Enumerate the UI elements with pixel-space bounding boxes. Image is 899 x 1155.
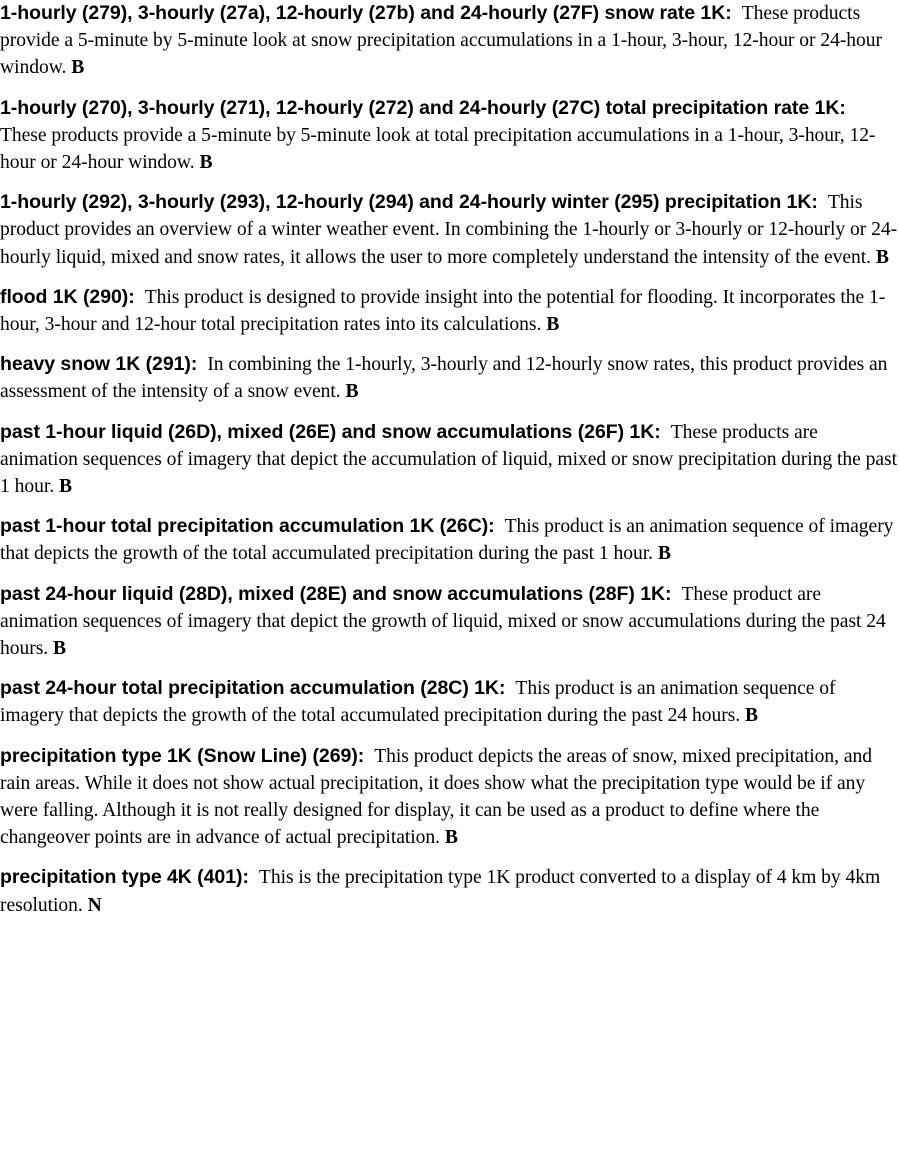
entry-description: This product depicts the areas of snow, mixed precipitation, and rain areas. While it does not show actual precipitation, it does show what the precipitation type would be if any were falling. Although it is not really designed for display, it can be used as a product to define where the changeover points are in advance of actual precipitation. — [0, 745, 872, 849]
entry-code: B — [444, 827, 458, 849]
entry-term: 1-hourly (279), 3-hourly (27a), 12-hourly (27b) and 24-hourly (27F) snow rate 1K: — [0, 2, 732, 24]
glossary-entry-precipitation-type-4k — [0, 864, 899, 918]
glossary-entry-past-24-hour-accumulations-1k — [0, 581, 899, 663]
entry-description: This product provides an overview of a winter weather event. In combining the 1-hourly or 3-hourly or 12-hourly or 24-hourly liquid, mixed and snow rates, it allows the user to more completely understand the intensity of the event. — [0, 192, 898, 268]
entry-code: B — [875, 246, 889, 268]
entry-term: precipitation type 4K (401): — [0, 866, 249, 889]
entry-description: These products are animation sequences of imagery that depict the accumulation of liquid, mixed or snow precipitation during the past 1 hour. — [0, 421, 898, 498]
entry-code: B — [744, 705, 758, 727]
entry-term: heavy snow 1K (291): — [0, 353, 198, 376]
entry-description: This product is an animation sequence of imagery that depicts the growth of the total accumulated precipitation during the past 24 hours. — [0, 678, 836, 727]
entry-description: This is the precipitation type 1K product converted to a display of 4 km by 4km resolution. — [0, 867, 881, 916]
entry-term: precipitation type 1K (Snow Line) (269): — [0, 744, 365, 767]
entry-description: These products provide a 5-minute by 5-minute look at total precipitation accumulations in a 1-hour, 3-hour, 12-hour or 24-hour window. — [0, 124, 876, 174]
entry-code: B — [345, 381, 359, 403]
entry-term: 1-hourly (270), 3-hourly (271), 12-hourly (272) and 24-hourly (27C) total precipitation rate 1K: — [0, 96, 846, 119]
entry-term: flood 1K (290): — [0, 285, 135, 308]
entry-description: This product is an animation sequence of imagery that depicts the growth of the total accumulated precipitation during the past 1 hour. — [0, 516, 894, 565]
entry-description: These products provide a 5-minute by 5-minute look at snow precipitation accumulations in a 1-hour, 3-hour, 12-hour or 24-hour window. — [0, 3, 883, 79]
glossary-entry-heavy-snow-1k — [0, 351, 899, 405]
glossary-entry-flood-1k — [0, 284, 899, 338]
glossary-entry-past-24-hour-total-precipitation-1k — [0, 675, 899, 729]
entry-code: B — [546, 314, 560, 336]
entry-code: B — [199, 152, 213, 174]
glossary-entry-past-1-hour-total-precipitation-1k — [0, 513, 899, 567]
entry-term: past 24-hour liquid (28D), mixed (28E) and snow accumulations (28F) 1K: — [0, 582, 672, 605]
glossary-entry-winter-precipitation-1k — [0, 189, 899, 271]
glossary-entry-past-1-hour-accumulations-1k — [0, 419, 899, 501]
glossary-entry-precipitation-type-1k — [0, 743, 899, 852]
glossary-entry-snow-rate-1k — [0, 0, 899, 82]
entry-term: past 24-hour total precipitation accumulation (28C) 1K: — [0, 677, 506, 700]
entry-term: past 1-hour total precipitation accumulation 1K (26C): — [0, 515, 495, 538]
entry-description: In combining the 1-hourly, 3-hourly and 12-hourly snow rates, this product provides an assessment of the intensity of a snow event. — [0, 354, 888, 403]
entry-code: B — [53, 638, 67, 660]
entry-code: B — [71, 57, 85, 79]
entry-description: This product is designed to provide insight into the potential for flooding. It incorporates the 1-hour, 3-hour and 12-hour total precipitation rates into its calculations. — [0, 286, 886, 336]
entry-description: These product are animation sequences of imagery that depict the growth of liquid, mixed or snow accumulations during the past 24 hours. — [0, 583, 886, 660]
entry-code: B — [657, 543, 671, 565]
entry-code: N — [87, 894, 102, 916]
entry-term: 1-hourly (292), 3-hourly (293), 12-hourly (294) and 24-hourly winter (295) precipitation 1K: — [0, 191, 818, 214]
entry-code: B — [58, 476, 72, 498]
glossary-entry-total-precipitation-rate-1k — [0, 95, 899, 177]
entry-term: past 1-hour liquid (26D), mixed (26E) and snow accumulations (26F) 1K: — [0, 420, 661, 443]
